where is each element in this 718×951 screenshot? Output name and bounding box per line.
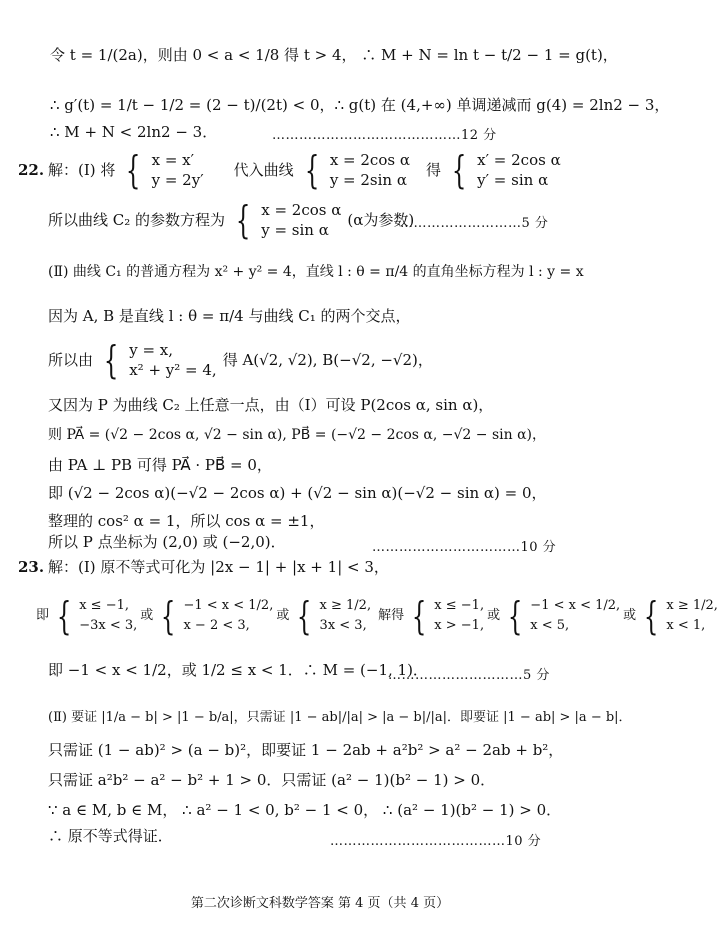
q23-case-2 (183, 596, 273, 636)
page-footer: 第二次诊断文科数学答案 第 4 页（共 4 页） (190, 896, 450, 911)
q23-case6-row1: x ≥ 1/2, (666, 598, 718, 613)
q22-vectors-line: 则 PA⃗ = (√2 − 2cos α, √2 − sin α), PB⃗ = (−√2 − 2cos α, −√2 − sin α)， (48, 427, 546, 443)
q23-case1-row1: x ≤ −1, (79, 598, 129, 613)
q23-case-4 (434, 596, 484, 636)
q23-case5-row1: −1 < x < 1/2, (530, 598, 621, 613)
q22-system-3 (477, 150, 561, 190)
score-10a: ……………………………10 分 (372, 540, 557, 555)
q22-param-line (48, 198, 414, 242)
line-conclusion-21: ∴ M + N < 2ln2 − 3． (50, 123, 218, 141)
q23-square-line: 只需证 (1 − ab)² > (a − b)²，即要证 1 − 2ab + a²b² > a² − 2ab + b²， (48, 741, 564, 759)
q23-case1-row2: −3x < 3, (79, 618, 138, 633)
line-t-substitution: 令 t = 1/(2a)，则由 0 < a < 1/8 得 t > 4， ∴ M + N = ln t − t/2 − 1 = g(t)， (50, 46, 618, 64)
q22-point-p-line: 又因为 P 为曲线 C₂ 上任意一点，由（Ⅰ）可设 P(2cos α, sin α)， (48, 396, 494, 414)
line-derivative: ∴ g′(t) = 1/t − 1/2 = (2 − t)/(2t) < 0，∴ g(t) 在 (4,+∞) 单调递减而 g(4) = 2ln2 − 3， (50, 96, 670, 114)
q22-solve-line (48, 338, 433, 382)
q23-membership-line: ∵ a ∈ M, b ∈ M， ∴ a² − 1 < 0, b² − 1 < 0， ∴ (a² − 1)(b² − 1) > 0． (48, 801, 562, 819)
q22-system-2 (330, 150, 410, 190)
q22-sys4-row2: y = sin α (261, 221, 329, 239)
q23-text-jiede: 解得 (378, 608, 405, 623)
q22-part2-line: (Ⅱ) 曲线 C₁ 的普通方程为 x² + y² = 4，直线 l : θ = π/4 的直角坐标方程为 l : y = x (48, 264, 584, 280)
q22-sys3-row2: y′ = sin α (477, 171, 549, 189)
brace-icon: { (297, 594, 312, 638)
q23-case2-row1: −1 < x < 1/2, (183, 598, 274, 613)
question-23-number: 23. (18, 558, 45, 576)
brace-icon: { (103, 338, 119, 382)
brace-icon: { (126, 148, 141, 192)
brace-icon: { (507, 594, 523, 638)
score-5b: …………………………5 分 (388, 668, 550, 683)
q22-text-h: 所以由 (48, 351, 94, 369)
q22-sys1-row2: y = 2y′ (151, 171, 204, 189)
q22-intersection-line: 因为 A, B 是直线 l : θ = π/4 与曲线 C₁ 的两个交点， (48, 307, 411, 325)
brace-icon: { (161, 594, 176, 638)
q22-text-e: (α为参数) (347, 211, 415, 229)
q23-case2-row2: x − 2 < 3, (183, 618, 250, 633)
brace-icon: { (304, 148, 319, 192)
q22-sys5-row2: x² + y² = 4, (129, 361, 217, 379)
q22-sys2-row2: y = 2sin α (329, 171, 407, 189)
q23-text-ji: 即 (36, 608, 50, 623)
q23-case-3 (320, 596, 372, 636)
q22-system-5 (129, 340, 216, 380)
q22-sys5-row1: y = x, (129, 341, 174, 359)
q23-or-2: 或 (276, 608, 290, 623)
q23-or-3: 或 (487, 608, 501, 623)
q23-case3-row2: 3x < 3, (319, 618, 367, 633)
q22-text-a: 解：(Ⅰ) 将 (48, 161, 116, 179)
q22-dot-product-line: 即 (√2 − 2cos α)(−√2 − 2cos α) + (√2 − sin α)(−√2 − sin α) = 0， (48, 484, 547, 502)
q23-proved-line: ∴ 原不等式得证． (48, 827, 173, 845)
q22-text-b: 代入曲线 (233, 161, 294, 179)
q23-case-6 (666, 596, 718, 636)
q23-case-5 (530, 596, 620, 636)
q23-case4-row2: x > −1, (434, 618, 485, 633)
q23-case-1 (79, 596, 137, 636)
q22-sys1-row1: x = x′ (151, 151, 195, 169)
score-10b: …………………………………10 分 (330, 834, 542, 849)
q22-cos-line: 整理的 cos² α = 1，所以 cos α = ±1， (48, 512, 325, 530)
q23-or-4: 或 (623, 608, 637, 623)
q23-case5-row2: x < 5, (530, 618, 570, 633)
q22-text-d: 所以曲线 C₂ 的参数方程为 (48, 211, 226, 229)
question-22-number: 22. (18, 161, 45, 179)
q23-intro-line: 解：(Ⅰ) 原不等式可化为 |2x − 1| + |x + 1| < 3， (48, 558, 389, 576)
q23-case4-row1: x ≤ −1, (434, 598, 485, 613)
score-5a: ………………………5 分 (400, 216, 549, 231)
q22-text-i: 得 A(√2, √2), B(−√2, −√2)， (222, 351, 433, 369)
q23-factor-line: 只需证 a²b² − a² − b² + 1 > 0．只需证 (a² − 1)(b² − 1) > 0． (48, 771, 496, 789)
q22-sys3-row1: x′ = 2cos α (477, 151, 561, 169)
q23-set-m-line: 即 −1 < x < 1/2，或 1/2 ≤ x < 1．∴ M = (−1, 1)． (48, 661, 428, 679)
q23-cases-line (36, 588, 718, 644)
q22-transform-line (48, 148, 561, 192)
brace-icon: { (56, 594, 72, 638)
q22-text-c: 得 (425, 161, 441, 179)
q22-result-line: 所以 P 点坐标为 (2,0) 或 (−2,0)． (48, 533, 286, 551)
q22-system-4 (261, 200, 341, 240)
brace-icon: { (235, 198, 251, 242)
q23-part2-line: (Ⅱ) 要证 |1/a − b| > |1 − b/a|，只需证 |1 − ab|/|a| > |a − b|/|a|．即要证 |1 − ab| > |a − b|． (48, 710, 632, 725)
score-12: ……………………………………12 分 (272, 128, 497, 143)
q22-system-1 (152, 150, 204, 190)
q22-sys4-row1: x = 2cos α (261, 201, 342, 219)
q22-perp-line: 由 PA ⊥ PB 可得 PA⃗ · PB⃗ = 0， (48, 456, 272, 474)
brace-icon: { (644, 594, 659, 638)
q23-case3-row1: x ≥ 1/2, (319, 598, 372, 613)
q23-or-1: 或 (140, 608, 154, 623)
brace-icon: { (411, 594, 427, 638)
q23-case6-row2: x < 1, (666, 618, 706, 633)
q22-sys2-row1: x = 2cos α (329, 151, 410, 169)
brace-icon: { (451, 148, 467, 192)
